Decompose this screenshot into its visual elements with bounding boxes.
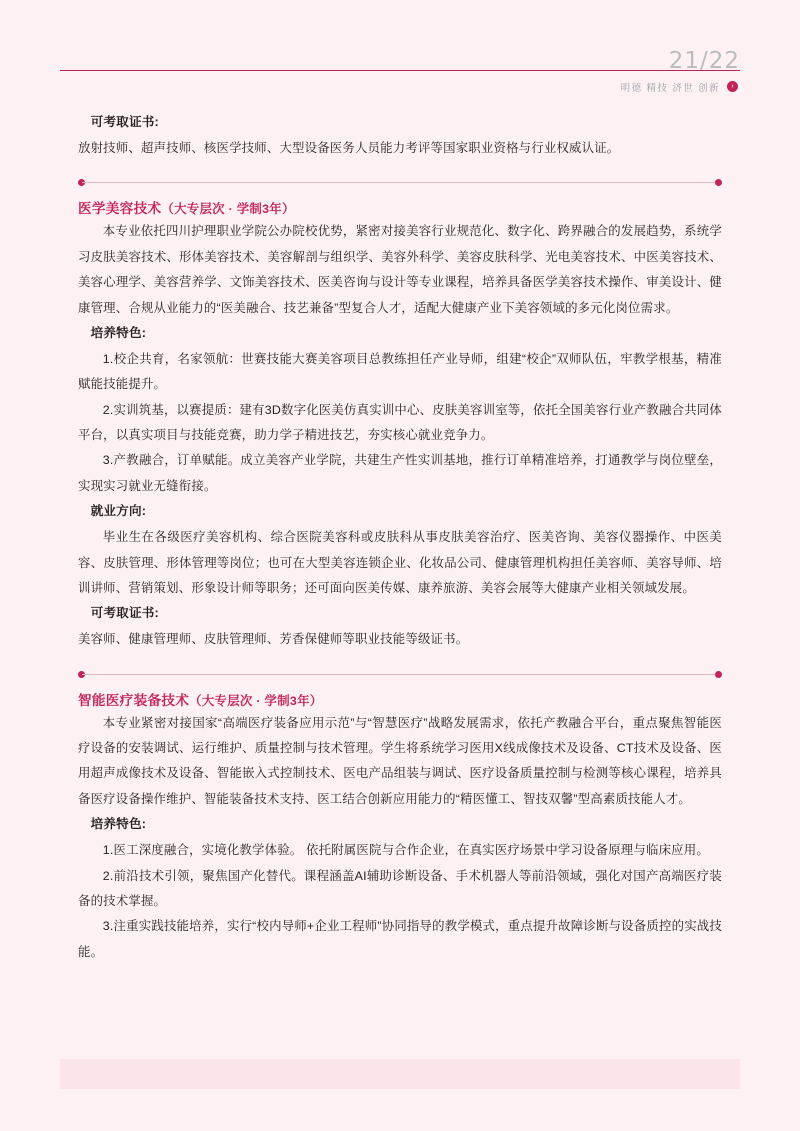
cert-text: 放射技师、超声技师、核医学技师、大型设备医务人员能力考评等国家职业资格与行业权威认证。 [78,140,620,155]
cert-text: 美容师、健康管理师、皮肤管理师、芳香保健师等职业技能等级证书。 [78,632,469,647]
section-title-text: 医学美容技术 [78,201,162,217]
divider-dot-right [715,179,722,186]
footer-band [60,1059,740,1089]
section-medical-cosmetology [78,197,722,652]
section-intro: 本专业依托四川护理职业学院公办院校优势，紧密对接美容行业规范化、数字化、跨界融合的发展趋势，系统学习皮肤美容技术、形体美容技术、美容解剖与组织学、美容外科学、美容皮肤科学、光电美容技术、中医美容技术、美容心理学、美容营养学、文饰美容技术、医美咨询与设计等专业课程，培养具备医学美容技术操作、审美设计、健康管理、合规从业能力的“医美融合、技艺兼备”型复合人才，适配大健康产业下美容领域的多元化岗位需求。 [78,224,722,315]
cert-heading: 可考取证书: [90,606,159,621]
section-title [78,689,722,709]
feature-item: 2.实训筑基，以赛提质：建有3D数字化医美仿真实训中心、皮肤美容训室等，依托全国美容行业产教融合共同体平台，以真实项目与技能竞赛，助力学子精进技艺，夯实核心就业竞争力。 [78,402,722,442]
feature-item: 3.注重实践技能培养，实行“校内导师+企业工程师”协同指导的教学模式，重点提升故障诊断与设备质控的实战技能。 [78,919,722,959]
divider-line [82,674,718,675]
feature-heading: 培养特色: [90,325,147,340]
arrow-circle-icon: › [727,81,738,92]
section-divider [78,169,722,195]
section-title-meta: （大专层次 · 学制3年） [161,202,295,217]
previous-section-certificates [78,110,722,161]
section-title-meta: （大专层次 · 学制3年） [189,693,323,708]
feature-item: 2.前沿技术引领，聚焦国产化替代。课程涵盖AI辅助诊断设备、手术机器人等前沿领域，强化对国产高端医疗装备的技术掌握。 [78,868,722,908]
divider-line [82,182,718,183]
feature-item: 1.医工深度融合，实境化教学体验。 依托附属医院与合作企业，在真实医疗场景中学习设备原理与临床应用。 [102,843,709,858]
header-rule [60,70,740,71]
section-divider [78,661,722,687]
section-smart-medical-equipment [78,689,722,966]
section-title-text: 智能医疗装备技术 [78,692,190,708]
job-heading: 就业方向: [90,504,147,519]
feature-item: 3.产教融合，订单赋能。成立美容产业学院，共建生产性实训基地，推行订单精准培养，打通教学与岗位壁垒，实现实习就业无缝衔接。 [78,453,722,493]
page-number: 21/22 [668,48,740,74]
page-header [60,48,740,104]
school-motto: 明德 精技 济世 创新 [620,83,720,94]
feature-heading: 培养特色: [90,817,147,832]
section-intro: 本专业紧密对接国家“高端医疗装备应用示范”与“智慧医疗”战略发展需求，依托产教融合平台，重点聚焦智能医疗设备的安装调试、运行维护、质量控制与技术管理。学生将系统学习医用X线成像技术及设备、CT技术及设备、医用超声成像技术及设备、智能嵌入式控制技术、医电产品组装与调试、医疗设备质量控制与检测等核心课程，培养具备医疗设备操作维护、智能装备技术支持、医工结合创新应用能力的“精医懂工、智技双馨”型高素质技能人才。 [78,715,722,806]
cert-heading: 可考取证书: [90,115,159,129]
feature-item: 1.校企共育，名家领航：世赛技能大赛美容项目总教练担任产业导师，组建“校企”双师队伍，牢教学根基，精准赋能技能提升。 [78,351,722,392]
divider-dot-right [715,671,722,678]
page-content [78,110,722,967]
section-title [78,197,722,217]
job-text: 毕业生在各级医疗美容机构、综合医院美容科或皮肤科从事皮肤美容治疗、医美咨询、美容仪器操作、中医美容、皮肤管理、形体管理等岗位；也可在大型美容连锁企业、化妆品公司、健康管理机构担任美容师、美容导师、培训讲师、营销策划、形象设计师等职务；还可面向医美传媒、康养旅游、美容会展等大健康产业相关领域发展。 [78,530,722,595]
